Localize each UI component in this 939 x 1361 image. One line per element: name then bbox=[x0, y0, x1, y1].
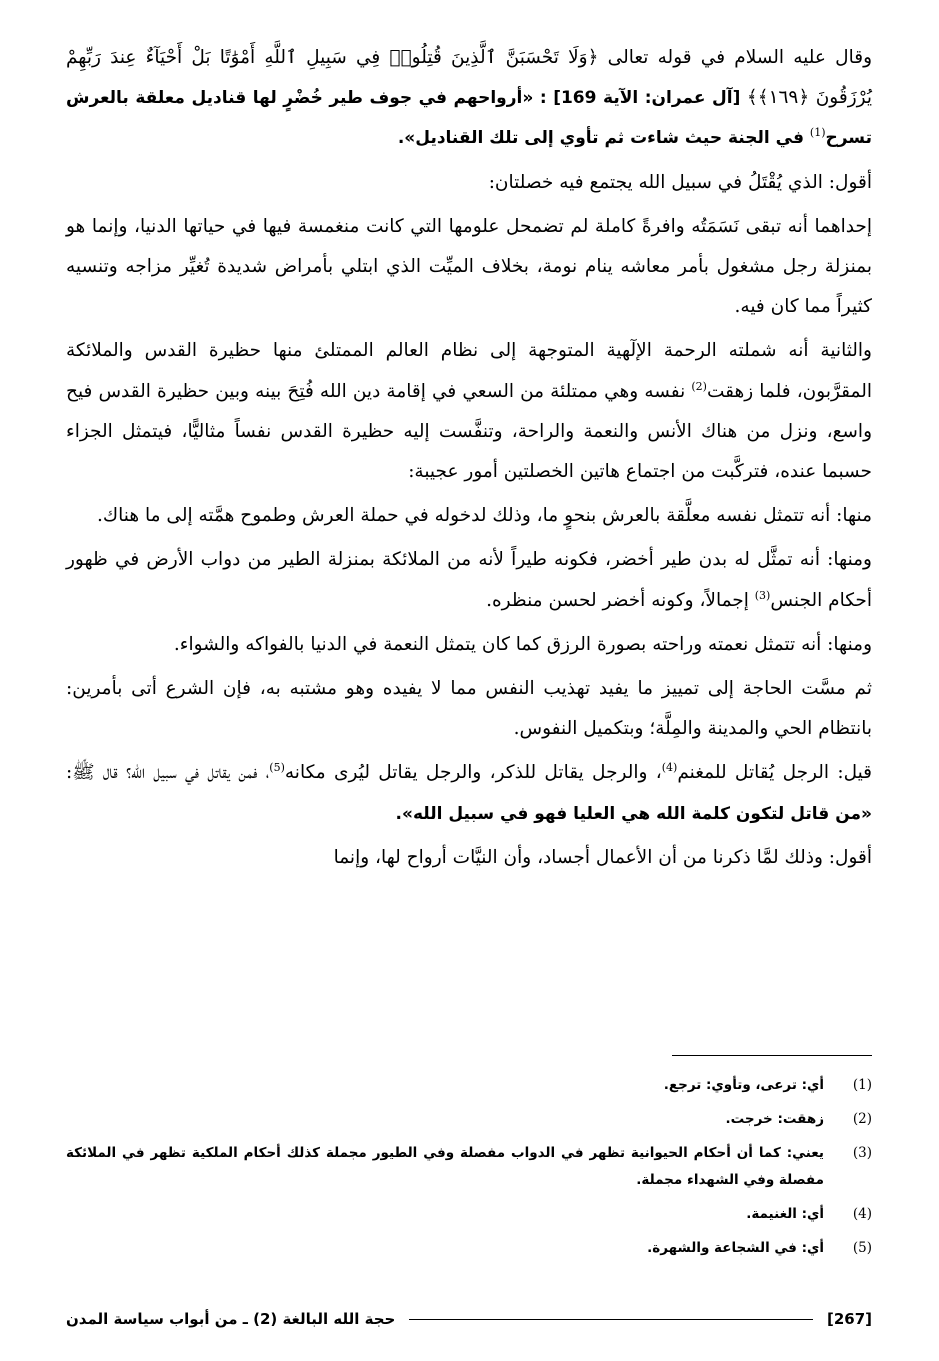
page-number: [267] bbox=[826, 1310, 872, 1328]
running-title: حجة الله البالغة (2) ـ من أبواب سياسة المدن bbox=[66, 1310, 396, 1328]
paragraph-need: ثم مسَّت الحاجة إلى تمييز ما يفيد تهذيب النفس مما لا يفيده وهو مشتبه به، فإن الشرع أتى بأمرين: بانتظام الحي والمدينة والمِلَّة؛ وبتكميل النفوس. bbox=[66, 678, 872, 740]
paragraph-among-them-1: منها: أنه تتمثل نفسه معلَّقة بالعرش بنحوٍ ما، وذلك لدخوله في حملة العرش وطموح همَّته إلى ما هناك. bbox=[96, 505, 872, 527]
footnote-item bbox=[66, 1140, 872, 1194]
footnote-marker: (3) bbox=[754, 588, 771, 602]
footnote-number: (1) bbox=[852, 1077, 872, 1093]
page-footer bbox=[66, 1304, 872, 1334]
footnote-divider bbox=[672, 1055, 872, 1056]
footnote-text: أي: في الشجاعة والشهرة. bbox=[647, 1240, 824, 1256]
paragraph-text: والثانية أنه شملته الرحمة الإلٓهية المتوجهة إلى نظام العالم الممتلئ منها حظيرة القدس والملائكة المقرَّبون، فلما زهقت bbox=[66, 340, 873, 402]
main-text bbox=[66, 38, 872, 882]
paragraph-text: ، والرجل يقاتل للذكر، والرجل يقاتل ليُرى مكانه bbox=[284, 762, 662, 784]
hadith-quote: «أرواحهم في جوف طير خُضْرٍ لها قناديل معلقة بالعرش تسرح bbox=[66, 88, 872, 149]
paragraph-closing: أقول: وذلك لمَّا ذكرنا من أن الأعمال أجساد، وأن النيَّات أرواح لها، وإنما bbox=[333, 846, 872, 868]
footnote-item bbox=[66, 1201, 872, 1228]
footnote-marker: (1) bbox=[809, 126, 826, 140]
footnote-item bbox=[66, 1072, 872, 1099]
hadith-quote-end: في الجنة حيث شاءت ثم تأوي إلى تلك القناديل». bbox=[397, 128, 810, 149]
paragraph-text: إجمالاً، وكونه أخضر لحسن منظره. bbox=[486, 589, 755, 611]
paragraph-text: ، فمن يقاتل في سبيل الله؟ قال ﷺ: bbox=[66, 762, 270, 784]
footnote-text: أي: الغنيمة. bbox=[746, 1206, 824, 1222]
footnote-number: (4) bbox=[852, 1206, 872, 1222]
paragraph-among-them-2 bbox=[66, 540, 872, 620]
footnote-item bbox=[66, 1235, 872, 1262]
paragraph-two-traits: أقول: الذي يُقْتَلُ في سبيل الله يجتمع فيه خصلتان: bbox=[488, 171, 872, 193]
paragraph-second-trait bbox=[66, 331, 872, 492]
paragraph-text: نفسه وهي ممتلئة من السعي في إقامة دين الله فُتِحَ بينه وبين حظيرة القدس فيح واسع، ونزل من هناك الأنس والنعمة والراحة، وتنفَّست إليه حظيرة القدس نفساً مثاليًّا، فيتمثل الجزاء حسبما عنده، فتركَّبت من اجتماع هاتين الخصلتين أمور عجيبة: bbox=[66, 380, 872, 483]
paragraph-text: ومنها: أنه تمثَّل له بدن طير أخضر، فكونه طيراً لأنه من الملائكة بمنزلة الطير من دواب الأرض في ظهور أحكام الجنس bbox=[66, 549, 872, 611]
paragraph-question bbox=[66, 753, 872, 833]
footnote-text: يعني: كما أن أحكام الحيوانية تظهر في الدواب مفصلة وفي الطيور مجملة كذلك أحكام الملكية تظهر في الملائكة مفصلة وفي الشهداء مجملة. bbox=[66, 1145, 824, 1188]
paragraph-text: قيل: الرجل يُقاتل للمغنم bbox=[677, 762, 873, 784]
footnotes bbox=[66, 1072, 872, 1269]
footnote-text: زهقت: خرجت. bbox=[725, 1111, 824, 1127]
paragraph-among-them-3: ومنها: أنه تتمثل نعمته وراحته بصورة الرزق كما كان يتمثل النعمة في الدنيا بالفواكه والشواء. bbox=[173, 633, 872, 655]
footnote-marker: (5) bbox=[269, 761, 285, 775]
paragraph-lead: وقال عليه السلام في قوله تعالى bbox=[598, 47, 873, 68]
hadith-quote: «من قاتل لتكون كلمة الله هي العليا فهو في سبيل الله». bbox=[395, 803, 872, 824]
footnote-marker: (4) bbox=[661, 761, 678, 775]
footnote-text: أي: ترعى، وتأوي: ترجع. bbox=[663, 1077, 824, 1093]
paragraph-hadith-martyrs bbox=[66, 38, 872, 159]
quran-verse: ﴿وَلَا تَحْسَبَنَّ ٱلَّذِينَ قُتِلُوا۟ فِي سَبِيلِ ٱللَّهِ أَمْوَٰتًا بَلْ أَحْيَآءٌ عِندَ رَبِّهِمْ يُرْزَقُونَ ﴿١٦٩﴾﴾ bbox=[66, 47, 872, 109]
footer-rule bbox=[409, 1319, 813, 1320]
verse-reference: [آل عمران: الآية 169] : bbox=[533, 88, 747, 109]
footnote-number: (2) bbox=[852, 1111, 872, 1127]
footnote-number: (5) bbox=[852, 1240, 872, 1256]
footnote-number: (3) bbox=[852, 1145, 872, 1161]
paragraph-first-trait: إحداهما أنه تبقى نَسَمَتُه وافرةً كاملة لم تضمحل علومها التي كانت منغمسة فيها في حياتها الدنيا، وإنما هو بمنزلة رجل مشغول بأمر معاشه ينام نومة، بخلاف الميِّت الذي ابتلي بأمراض شديدة تُغيِّر مزاجه وتنسيه كثيراً مما كان فيه. bbox=[66, 215, 872, 318]
footnote-marker: (2) bbox=[691, 379, 707, 393]
footnote-item bbox=[66, 1106, 872, 1133]
